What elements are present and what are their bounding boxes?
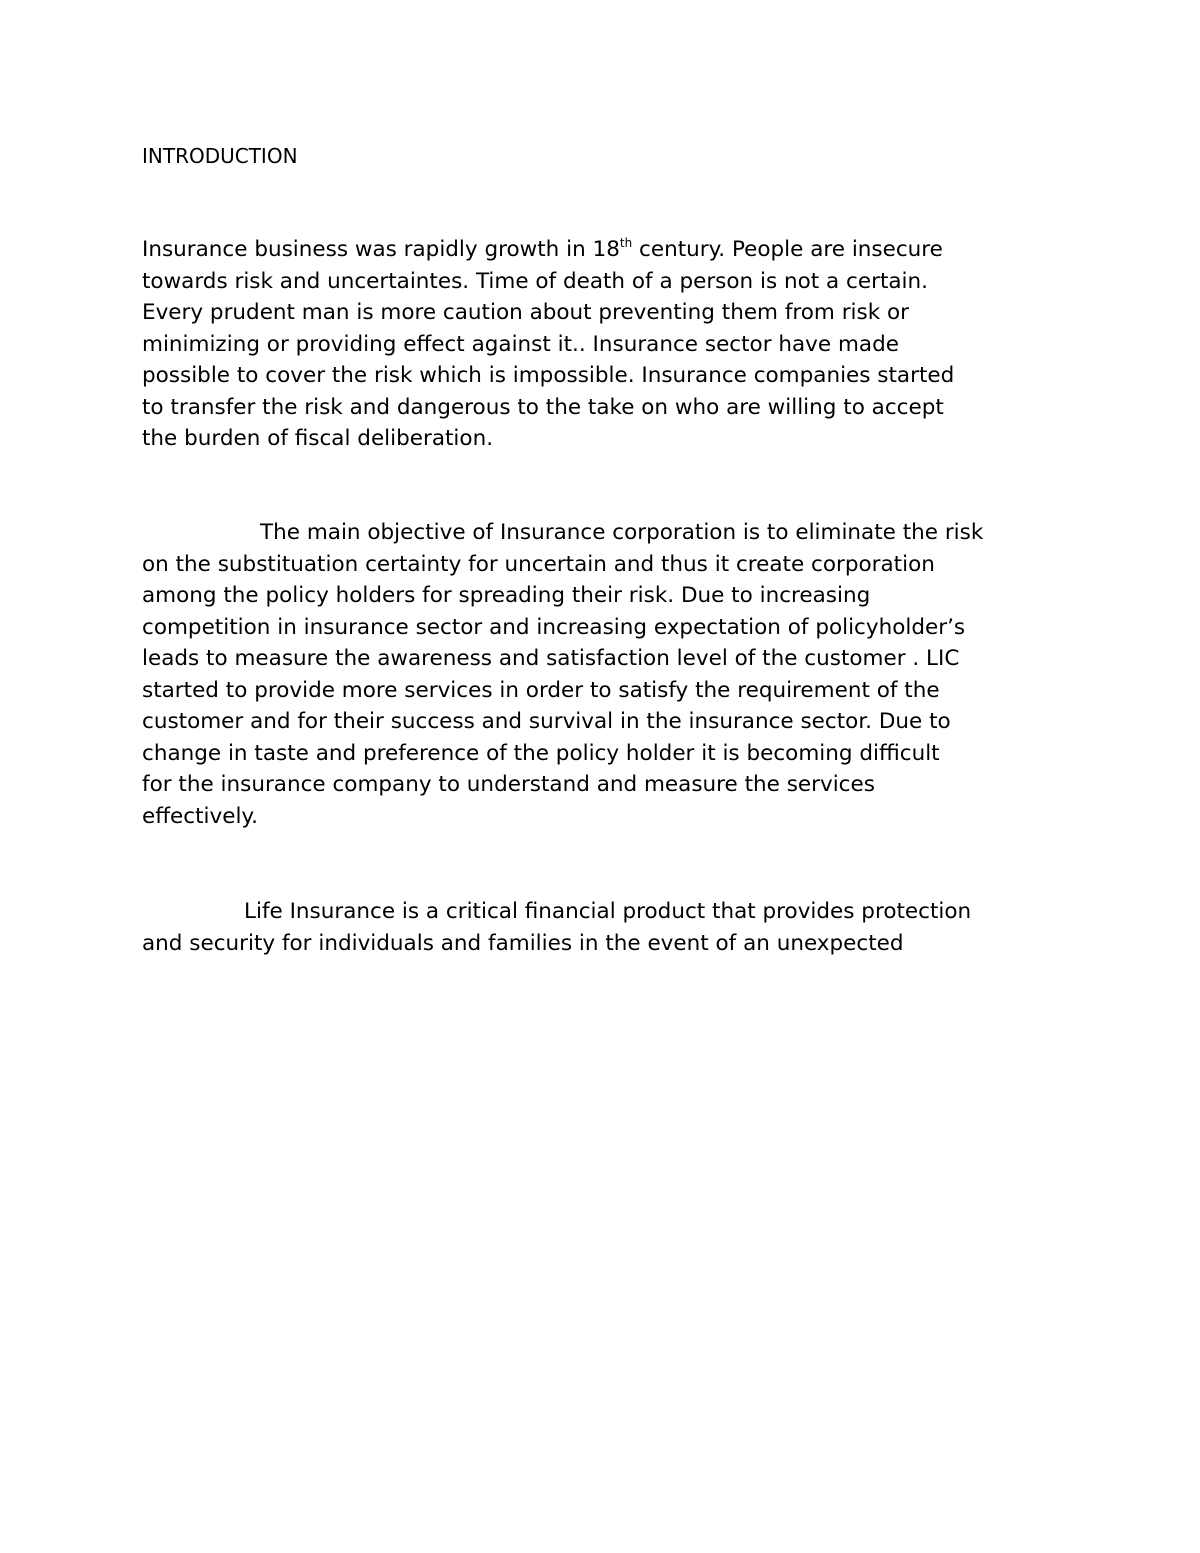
paragraph-line: change in taste and preference of the policy holder it is becoming difficult <box>142 740 940 766</box>
superscript: th <box>619 236 633 250</box>
paragraph-line: the burden of fiscal deliberation. <box>142 426 494 451</box>
paragraph-line: and security for individuals and families in the event of an unexpected <box>142 930 904 956</box>
paragraph-line: competition in insurance sector and increasing expectation of policyholder’s <box>142 614 966 640</box>
paragraph-line: possible to cover the risk which is impossible. Insurance companies started <box>142 363 955 388</box>
paragraph-line: The main objective of Insurance corporation is to eliminate the risk <box>260 520 984 545</box>
paragraph-line: towards risk and uncertaintes. Time of death of a person is not a certain. <box>142 268 928 294</box>
paragraph-2 <box>142 517 983 832</box>
paragraph-line: on the substituation certainty for uncertain and thus it create corporation <box>142 551 935 577</box>
paragraph-line: Insurance business was rapidly growth in 18th century. People are insecure <box>142 236 943 262</box>
paragraph-line: among the policy holders for spreading their risk. Due to increasing <box>142 583 871 608</box>
paragraph-line: to transfer the risk and dangerous to the take on who are willing to accept <box>142 394 944 420</box>
paragraph-line: effectively. <box>142 803 258 829</box>
paragraph-line: started to provide more services in order to satisfy the requirement of the <box>142 677 940 703</box>
paragraph-line: Every prudent man is more caution about preventing them from risk or <box>142 300 909 325</box>
paragraph-line: for the insurance company to understand and measure the services <box>142 772 875 797</box>
paragraph-line: Life Insurance is a critical financial product that provides protection <box>244 899 972 924</box>
paragraph-3 <box>142 896 971 959</box>
section-heading: INTRODUCTION <box>142 144 298 168</box>
paragraph-line: customer and for their success and survival in the insurance sector. Due to <box>142 709 951 734</box>
paragraph-line: minimizing or providing effect against it.. Insurance sector have made <box>142 331 899 357</box>
paragraph-line: leads to measure the awareness and satisfaction level of the customer . LIC <box>142 646 960 671</box>
paragraph-1 <box>142 234 954 455</box>
